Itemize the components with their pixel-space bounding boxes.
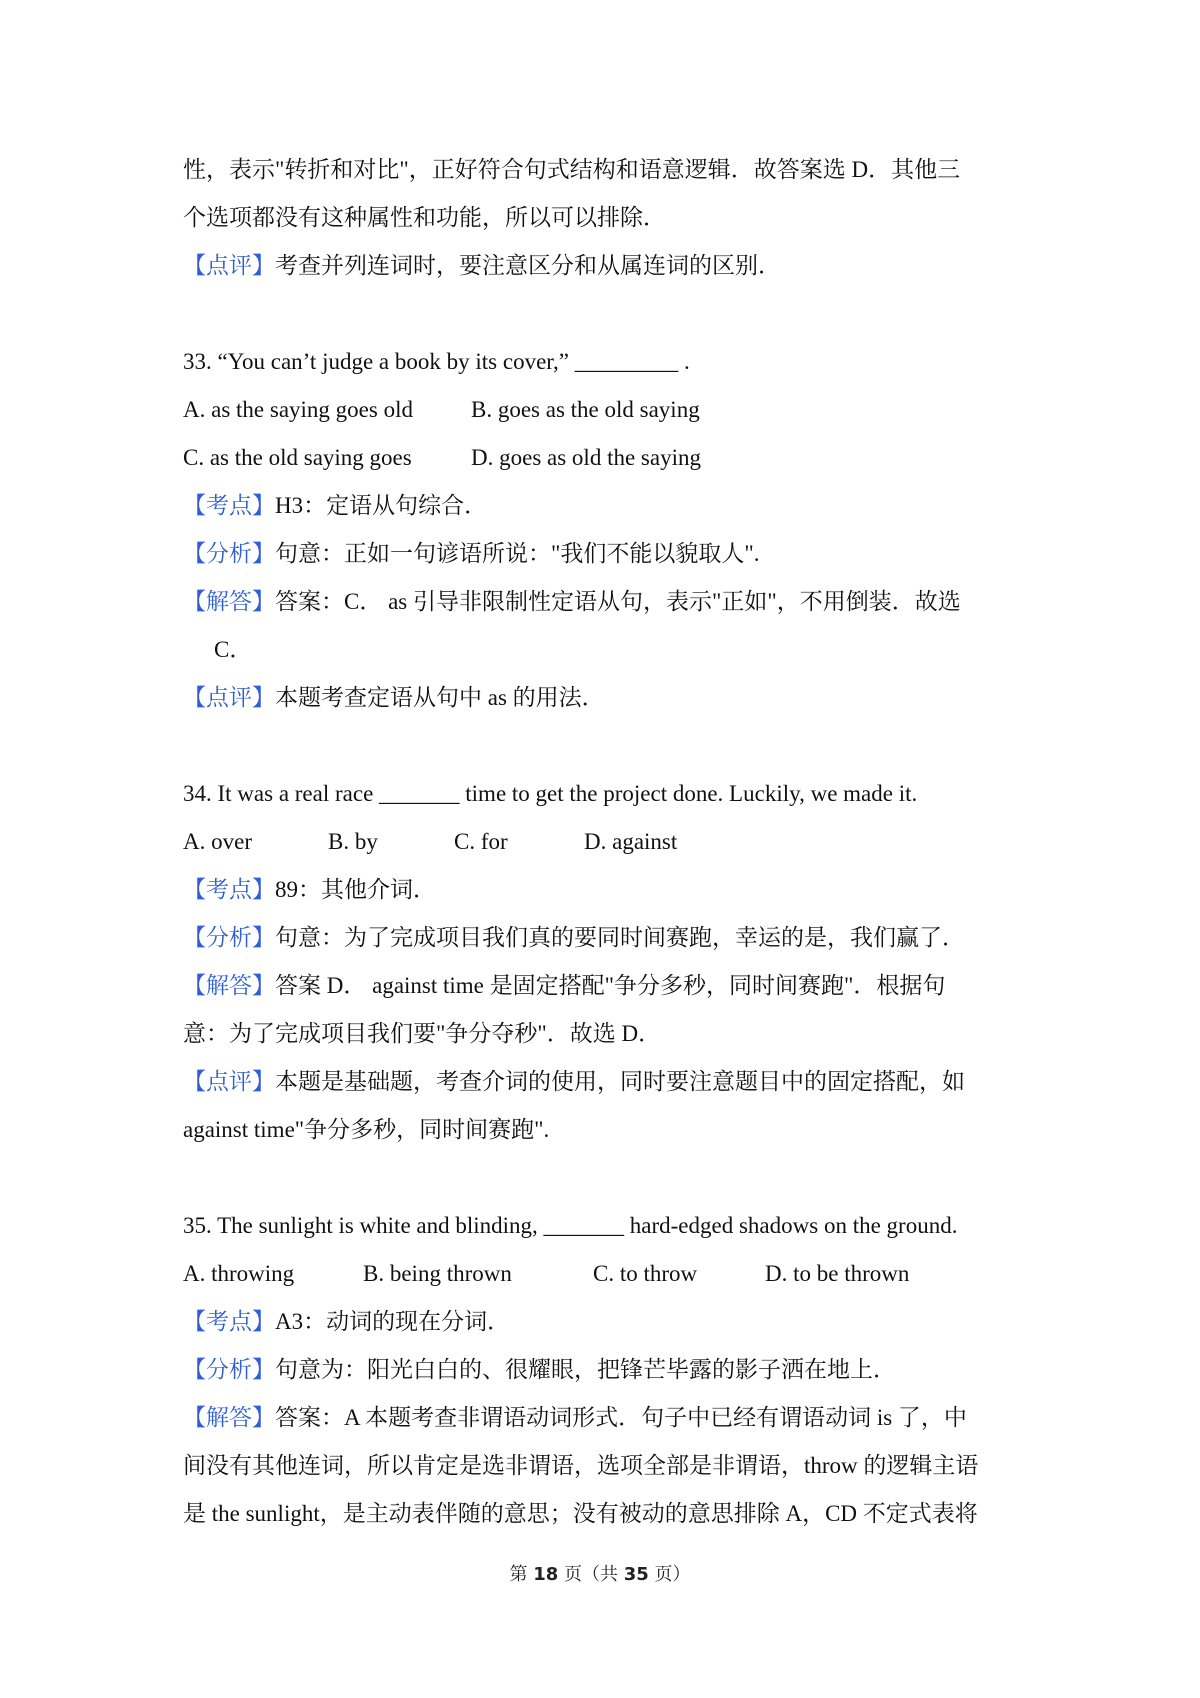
q34-options-row	[183, 818, 1033, 866]
q34-kaodian	[183, 866, 1033, 914]
fenxi-text: 句意：正如一句谚语所说："我们不能以貌取人".	[275, 541, 760, 566]
q34-jieda-cont: 意：为了完成项目我们要"争分夺秒"．故选 D．	[183, 1021, 662, 1046]
q35-options-row	[183, 1250, 1033, 1298]
kaodian-text: H3：定语从句综合．	[275, 493, 488, 518]
intro-line-1: 性，表示"转折和对比"，正好符合句式结构和语意逻辑．故答案选 D．其他三	[183, 157, 961, 182]
q33-options-row-2	[183, 434, 1033, 482]
jieda-text: 答案 D． against time 是固定搭配"争分多秒，同时间赛跑"．根据句	[275, 973, 946, 998]
q33-option-c: C. as the old saying goes	[183, 445, 412, 470]
section-gap	[183, 290, 1033, 338]
intro-review	[183, 242, 1033, 290]
q34-jieda	[183, 962, 1033, 1010]
jieda-text: 答案：A 本题考查非谓语动词形式．句子中已经有谓语动词 is 了，中	[275, 1405, 967, 1430]
q33-stem: 33. “You can’t judge a book by its cover,” _________ .	[183, 349, 690, 374]
review-tag: 【点评】	[183, 253, 275, 278]
footer-prefix: 第	[509, 1564, 528, 1585]
q34-option-b: B. by	[328, 829, 378, 854]
dianping-tag: 【点评】	[183, 685, 275, 710]
q34-fenxi	[183, 914, 1033, 962]
q33-fenxi	[183, 530, 1033, 578]
document-body	[183, 146, 1033, 1538]
jieda-text: 答案：C． as 引导非限制性定语从句，表示"正如"，不用倒装．故选	[275, 589, 961, 614]
page-number: 18	[533, 1564, 559, 1585]
q34-stem: 34. It was a real race _______ time to get the project done. Luckily, we made it.	[183, 781, 918, 806]
section-gap	[183, 722, 1033, 770]
q33-option-a: A. as the saying goes old	[183, 397, 413, 422]
q35-jieda	[183, 1394, 1033, 1442]
q35-option-a: A. throwing	[183, 1261, 295, 1286]
fenxi-tag: 【分析】	[183, 925, 275, 950]
q35-jieda-cont-1: 间没有其他连词，所以肯定是选非谓语，选项全部是非谓语，throw 的逻辑主语	[183, 1453, 979, 1478]
jieda-tag: 【解答】	[183, 589, 275, 614]
q35-option-c: C. to throw	[593, 1261, 698, 1286]
footer-middle: 页（共	[564, 1564, 618, 1585]
total-pages: 35	[623, 1564, 649, 1585]
intro-line-2: 个选项都没有这种属性和功能，所以可以排除．	[183, 205, 666, 230]
q35-option-b: B. being thrown	[363, 1261, 512, 1286]
q33-jieda	[183, 578, 1033, 626]
q34-dianping-cont: against time"争分多秒，同时间赛跑".	[183, 1117, 550, 1142]
q35-option-d: D. to be thrown	[765, 1261, 910, 1286]
review-text: 考查并列连词时，要注意区分和从属连词的区别．	[275, 253, 781, 278]
kaodian-tag: 【考点】	[183, 877, 275, 902]
q33-option-b: B. goes as the old saying	[471, 397, 700, 422]
page-footer	[0, 1560, 1200, 1586]
q33-option-d: D. goes as old the saying	[471, 445, 701, 470]
dianping-text: 本题是基础题，考查介词的使用，同时要注意题目中的固定搭配，如	[275, 1069, 965, 1094]
q33-jieda-cont: C．	[214, 637, 253, 662]
q34-dianping	[183, 1058, 1033, 1106]
q34-option-a: A. over	[183, 829, 252, 854]
jieda-tag: 【解答】	[183, 973, 275, 998]
fenxi-tag: 【分析】	[183, 1357, 275, 1382]
q33-options-row-1	[183, 386, 1033, 434]
q33-dianping	[183, 674, 1033, 722]
fenxi-tag: 【分析】	[183, 541, 275, 566]
section-gap	[183, 1154, 1033, 1202]
q33-kaodian	[183, 482, 1033, 530]
q35-jieda-cont-2: 是 the sunlight，是主动表伴随的意思；没有被动的意思排除 A，CD 不定式表将	[183, 1501, 978, 1526]
kaodian-tag: 【考点】	[183, 1309, 275, 1334]
kaodian-text: A3：动词的现在分词．	[275, 1309, 511, 1334]
footer-suffix: 页）	[654, 1564, 691, 1585]
q34-option-d: D. against	[584, 829, 678, 854]
kaodian-text: 89：其他介词．	[275, 877, 436, 902]
q35-kaodian	[183, 1298, 1033, 1346]
fenxi-text: 句意为：阳光白白的、很耀眼，把锋芒毕露的影子洒在地上．	[275, 1357, 896, 1382]
q35-stem: 35. The sunlight is white and blinding, _______ hard-edged shadows on the ground.	[183, 1213, 958, 1238]
dianping-tag: 【点评】	[183, 1069, 275, 1094]
dianping-text: 本题考查定语从句中 as 的用法．	[275, 685, 605, 710]
q34-option-c: C. for	[454, 829, 508, 854]
kaodian-tag: 【考点】	[183, 493, 275, 518]
q35-fenxi	[183, 1346, 1033, 1394]
jieda-tag: 【解答】	[183, 1405, 275, 1430]
fenxi-text: 句意：为了完成项目我们真的要同时间赛跑，幸运的是，我们赢了．	[275, 925, 965, 950]
